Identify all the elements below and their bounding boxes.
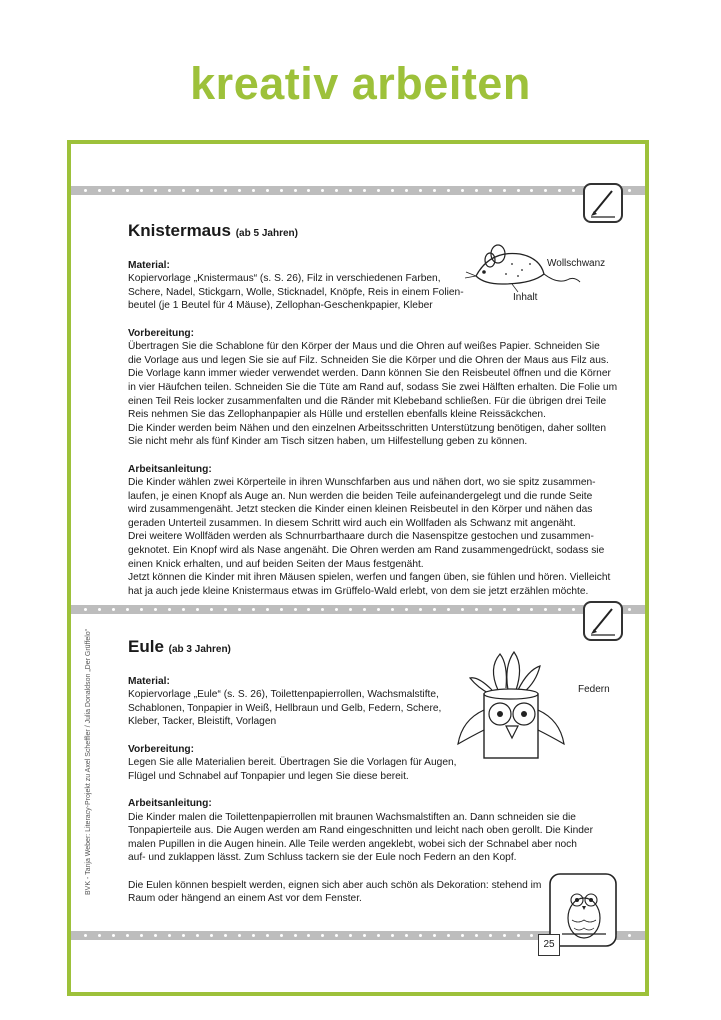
section-eule: Eule (ab 3 Jahren) Material: Kopiervorlage „Eule“ (s. S. 26), Toilettenpapierrollen, Wachsmalstifte, Schablonen, Tonpapier in Weiß, Hellbraun und Gelb, Federn, Schere, Kleber, Tacker, Bleistift, Vorlagen Vorbereitung: Legen Sie alle Materialien bereit. Übertragen Sie die Vorlagen für Augen, Flügel und Schnabel auf Tonpapier und legen Sie diese bereit. Arbeitsanleitung: Die Kinder malen die Toilettenpapierrollen mit braunen Wachsmalstiften an. Dann schneiden sie die Tonpapierteile aus. Die Augen werden am Rand eingeschnitten und leicht nach oben gerollt. Die Kinder malen Pupillen in die Augen hinein. Alle Teile werden angeklebt, wobei sich der Schnabel aber noch auf- und zuklappen lässt. Zum Schluss tackern sie der Eule noch Federn an den Kopf. Die Eulen können bespielt werden, eignen sich aber auch schön als Dekoration: stehend im Raum oder hängend an einem Ast vor dem Fenster.	[128, 637, 593, 905]
instructions-label: Arbeitsanleitung:	[128, 463, 212, 475]
section-knistermaus: Knistermaus (ab 5 Jahren) Material: Kopiervorlage „Knistermaus“ (s. S. 26), Filz in verschiedenen Farben, Schere, Nadel, Stickgarn, Wolle, Sticknadel, Knöpfe, Reis in einem Folien- beutel (je 1 Beutel für 4 Mäuse), Zellophan-Geschenkpapier, Kleber Vorbereitung: Übertragen Sie die Schablone für den Körper der Maus und die Ohren auf weißes Papier. Schneiden Sie die Vorlage aus und legen Sie sie auf Filz. Schneiden Sie die Körper und die Ohren der Maus aus Filz aus. Die Vorlage kann immer wieder verwendet werden. Dann können Sie den Reisbeutel öffnen und die Körner in vier Häufchen teilen. Schneiden Sie die Tüte am Rand auf, sodass Sie zwei Hälften erhalten. Die Folie um einen Teil Reis locker zusammenfalten und die Ränder mit Klebeband schließen. Für die übrigen drei Teile Reis nehmen Sie das Zellophanpapier als Hülle und erstellen ebenfalls kleine Reissäckchen. Die Kinder werden beim Nähen und den einzelnen Arbeitsschritten Unterstützung benötigen, daher sollten Sie nicht mehr als fünf Kinder am Tisch sitzen haben, um Hilfestellung geben zu können. Arbeitsanleitung: Die Kinder wählen zwei Körperteile in ihren Wunschfarben aus und nähen dort, wo sie spitz zusammen- laufen, je einen Knopf als Auge an. Nun werden die beiden Teile aufeinandergelegt und die runde Seite wird zusammengenäht. Jetzt stecken die Kinder einen kleinen Reisbeutel in den Körper und nähen das geraden Unterteil zusammen. In diesem Schritt wird auch ein Wollfaden als Schwanz mit angenäht. Drei weitere Wollfäden werden als Schnurrbarthaare durch die Nasenspitze gestochen und zusammen- geknotet. Ein Knopf wird als Nase angenäht. Die Ohren werden am Rand zusammengedrückt, sodass sie einen Knick erhalten, und auf beiden Seiten der Maus festgenäht. Jetzt können die Kinder mit ihren Mäusen spielen, werfen und fangen üben, sie fühlen und hören. Vielleicht hat ja auch jede kleine Knistermaus etwas im Grüffelo-Wald erlebt, von dem sie jetzt erzählen möchte.	[128, 221, 618, 597]
preparation-label: Vorbereitung:	[128, 743, 195, 755]
section-heading: Knistermaus (ab 5 Jahren)	[128, 221, 298, 240]
page-number: 25	[538, 934, 560, 956]
owl-roll-illustration	[448, 650, 578, 765]
side-credit: BVK - Tanja Weber: Literacy-Projekt zu Axel Scheffler / Julia Donaldson „Der Grüffelo“	[85, 629, 92, 895]
material-label: Material:	[128, 675, 170, 687]
instructions-label: Arbeitsanleitung:	[128, 797, 212, 809]
caption-content: Inhalt	[513, 292, 538, 303]
caption-feathers: Federn	[578, 684, 610, 695]
section-divider-top	[71, 186, 645, 195]
caption-tail: Wollschwanz	[547, 258, 606, 269]
section-divider-middle	[71, 605, 645, 614]
page-title: kreativ arbeiten	[190, 58, 531, 109]
preparation-label: Vorbereitung:	[128, 327, 195, 339]
material-label: Material:	[128, 259, 170, 271]
paintbrush-icon	[583, 601, 623, 641]
section-heading: Eule (ab 3 Jahren)	[128, 637, 231, 656]
paintbrush-icon	[583, 183, 623, 223]
